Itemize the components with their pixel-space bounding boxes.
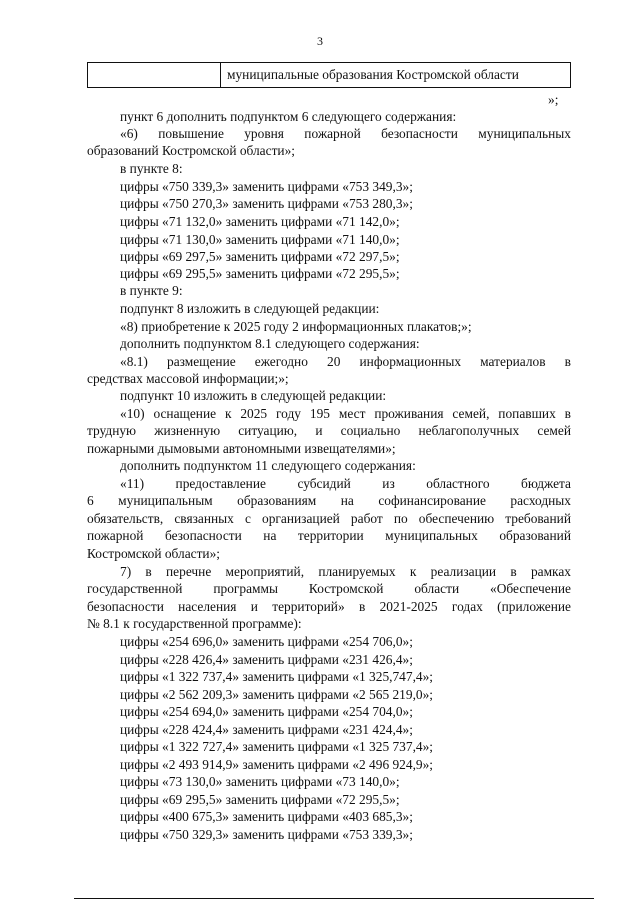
text-line: образований Костромской области»; [87, 143, 296, 158]
text-line: цифры «2 493 914,9» заменить цифрами «2 496 924,9»; [120, 757, 434, 772]
text-line: цифры «750 270,3» заменить цифрами «753 280,3»; [120, 196, 413, 211]
bottom-divider [74, 898, 594, 899]
text-line: «10) оснащение к 2025 году 195 мест проживания семей, попавших в [120, 406, 571, 421]
text-line: цифры «71 130,0» заменить цифрами «71 140,0»; [120, 232, 400, 247]
text-line: цифры «2 562 209,3» заменить цифрами «2 565 219,0»; [120, 687, 434, 702]
text-line: цифры «400 675,3» заменить цифрами «403 685,3»; [120, 809, 413, 824]
continuation-table-row [87, 62, 571, 88]
text-line: Костромской области»; [87, 546, 221, 561]
text-line: цифры «228 426,4» заменить цифрами «231 426,4»; [120, 652, 413, 667]
text-line: трудную жизненную ситуацию, и социально неблагополучных семей [87, 423, 571, 438]
text-line: цифры «73 130,0» заменить цифрами «73 140,0»; [120, 774, 400, 789]
text-line: «8.1) размещение ежегодно 20 информационных материалов в [120, 354, 571, 369]
table-closing-quote: »; [548, 92, 559, 107]
text-line: пожарными дымовыми автономными извещателями»; [87, 441, 396, 456]
text-line: цифры «228 424,4» заменить цифрами «231 424,4»; [120, 722, 413, 737]
text-line: дополнить подпунктом 8.1 следующего содержания: [120, 336, 420, 351]
text-line: обязательств, связанных с организацией работ по обеспечению требований [87, 511, 571, 526]
text-line: цифры «750 339,3» заменить цифрами «753 349,3»; [120, 179, 413, 194]
text-line: цифры «1 322 737,4» заменить цифрами «1 325,747,4»; [120, 669, 434, 684]
text-line: государственной программы Костромской области «Обеспечение [87, 581, 571, 596]
text-line: цифры «69 295,5» заменить цифрами «72 295,5»; [120, 792, 400, 807]
text-line: пункт 6 дополнить подпунктом 6 следующего содержания: [120, 109, 457, 124]
text-line: цифры «69 295,5» заменить цифрами «72 295,5»; [120, 266, 400, 281]
text-line: цифры «750 329,3» заменить цифрами «753 339,3»; [120, 827, 413, 842]
text-line: безопасности населения и территорий» в 2021-2025 годах (приложение [87, 599, 571, 614]
text-line: «11) предоставление субсидий из областного бюджета [120, 476, 571, 491]
table-cell-empty [88, 63, 221, 87]
text-line: пожарной безопасности на территории муниципальных образований [87, 528, 571, 543]
table-cell-text: муниципальные образования Костромской области [227, 67, 519, 82]
text-line: цифры «254 694,0» заменить цифрами «254 704,0»; [120, 704, 413, 719]
text-line: дополнить подпунктом 11 следующего содержания: [120, 458, 416, 473]
text-line: в пункте 9: [120, 283, 183, 298]
text-line: цифры «69 297,5» заменить цифрами «72 297,5»; [120, 249, 400, 264]
text-line: в пункте 8: [120, 161, 183, 176]
text-line: «8) приобретение к 2025 году 2 информационных плакатов;»; [120, 319, 472, 334]
text-line: 6 муниципальным образованиям на софинансирование расходных [87, 493, 571, 508]
text-line: цифры «254 696,0» заменить цифрами «254 706,0»; [120, 634, 413, 649]
page-number: 3 [317, 34, 323, 48]
text-line: подпункт 8 изложить в следующей редакции: [120, 301, 380, 316]
text-line: № 8.1 к государственной программе): [87, 616, 302, 631]
text-line: подпункт 10 изложить в следующей редакции: [120, 388, 387, 403]
text-line: цифры «1 322 727,4» заменить цифрами «1 325 737,4»; [120, 739, 434, 754]
text-line: «6) повышение уровня пожарной безопасности муниципальных [120, 126, 571, 141]
text-line: 7) в перечне мероприятий, планируемых к реализации в рамках [120, 564, 571, 579]
text-line: цифры «71 132,0» заменить цифрами «71 142,0»; [120, 214, 400, 229]
text-line: средствах массовой информации;»; [87, 371, 289, 386]
